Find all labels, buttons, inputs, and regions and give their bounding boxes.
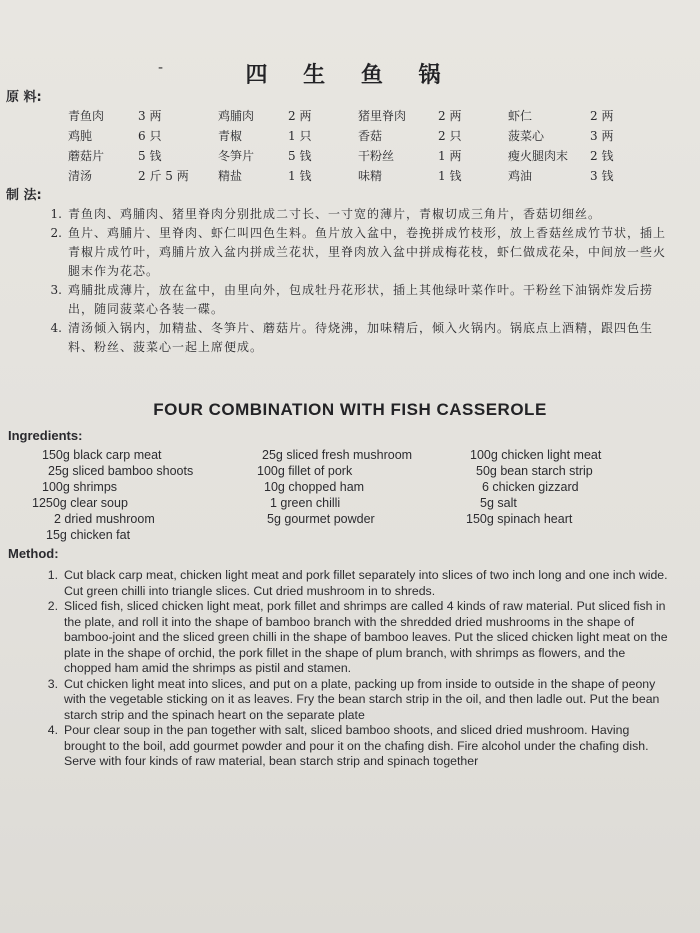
en-ingredient: 25g sliced fresh mushroom bbox=[262, 448, 413, 462]
en-ingredient: 100g chicken light meat bbox=[470, 448, 602, 462]
cn-ingredient-qty: 3 两 bbox=[138, 109, 162, 123]
cn-step-text: 青鱼肉、鸡脯肉、猪里脊肉分别批成二寸长、一寸宽的薄片，青椒切成三角片，香菇切细丝。 bbox=[68, 207, 602, 221]
cn-ingredient-qty: 2 斤 5 两 bbox=[138, 169, 189, 183]
cn-ingredient-name: 青椒 bbox=[218, 129, 243, 143]
cn-ingredient-name: 青鱼肉 bbox=[68, 109, 105, 123]
english-title: FOUR COMBINATION WITH FISH CASSEROLE bbox=[153, 400, 547, 419]
cn-ingredient-qty: 2 两 bbox=[590, 109, 614, 123]
cn-step-text: 清汤倾入锅内，加精盐、冬笋片、蘑菇片。待烧沸，加味精后，倾入火锅内。锅底点上酒精，跟四色生料、粉丝、菠菜心一起上席便成。 bbox=[68, 321, 654, 354]
cn-ingredient-name: 清汤 bbox=[68, 169, 93, 183]
en-ingredient: 100g fillet of pork bbox=[257, 464, 353, 478]
chinese-ingredients-label: 原 料: bbox=[6, 90, 42, 105]
cn-ingredient-qty: 2 钱 bbox=[590, 149, 614, 163]
en-ingredient: 2 dried mushroom bbox=[54, 512, 155, 526]
en-ingredient: 50g bean starch strip bbox=[476, 464, 593, 478]
cn-step bbox=[38, 281, 668, 319]
cn-step-text: 鸡脯批成薄片，放在盆中，由里向外，包成牡丹花形状，插上其他绿叶菜作叶。干粉丝下油锅炸发后捞出，随同菠菜心各装一碟。 bbox=[68, 283, 654, 316]
en-step bbox=[30, 568, 670, 599]
en-step-number: 1. bbox=[47, 568, 58, 582]
en-step bbox=[30, 599, 670, 677]
en-ingredient: 5g salt bbox=[480, 496, 517, 510]
cn-ingredient-qty: 3 钱 bbox=[590, 169, 614, 183]
en-ingredient: 1250g clear soup bbox=[32, 496, 128, 510]
en-ingredient: 15g chicken fat bbox=[46, 528, 131, 542]
cn-ingredient-name: 鸡脯肉 bbox=[218, 109, 255, 123]
en-ingredient: 150g black carp meat bbox=[42, 448, 162, 462]
cn-ingredient-name: 冬笋片 bbox=[218, 149, 255, 163]
cn-ingredient-name: 鸡肫 bbox=[68, 129, 93, 143]
en-ingredient: 6 chicken gizzard bbox=[482, 480, 579, 494]
chinese-ingredients-grid bbox=[68, 106, 668, 186]
cn-step bbox=[38, 205, 668, 224]
english-ingredients-label: Ingredients: bbox=[8, 428, 83, 443]
en-step-number: 4. bbox=[47, 723, 58, 737]
cn-ingredient-name: 猪里脊肉 bbox=[358, 109, 407, 123]
en-ingredient: 100g shrimps bbox=[42, 480, 118, 494]
cn-step bbox=[38, 224, 668, 281]
en-ingredient: 25g sliced bamboo shoots bbox=[48, 464, 194, 478]
english-method-label: Method: bbox=[8, 546, 59, 561]
en-ingredient: 5g gourmet powder bbox=[267, 512, 375, 526]
cn-ingredient-qty: 3 两 bbox=[590, 129, 614, 143]
cn-ingredient-qty: 5 钱 bbox=[288, 149, 312, 163]
en-ingredient: 150g spinach heart bbox=[466, 512, 573, 526]
cn-ingredient-qty: 1 钱 bbox=[438, 169, 462, 183]
cn-ingredient-qty: 2 只 bbox=[438, 129, 462, 143]
cn-ingredient-name: 鸡油 bbox=[508, 169, 533, 183]
cn-step-number: 1. bbox=[50, 207, 62, 221]
cn-ingredient-name: 菠菜心 bbox=[508, 129, 545, 143]
en-step-text: Cut chicken light meat into slices, and put on a plate, packing up from inside to outside in the shape of peony with the vegetable sticking on it as leaves. Fry the bean starch strip in the oil, and then ladle out. Put the bean starch strip and the spinach heart on the separate plate bbox=[64, 676, 660, 722]
english-method-steps bbox=[30, 568, 670, 770]
en-step-text: Pour clear soup in the pan together with salt, sliced bamboo shoots, and sliced dried mushroom. Having brought to the boil, add gourmet powder and pour it on the chafing dish. Fire alcohol under the chafing dish. Serve with four kinds of raw material, bean starch strip and spinach together bbox=[64, 723, 649, 768]
chinese-method-label: 制 法: bbox=[6, 188, 42, 203]
cn-ingredient-qty: 5 钱 bbox=[138, 149, 162, 163]
en-step-text: Cut black carp meat, chicken light meat and pork fillet separately into slices of two inch long and one inch wide. Cut green chilli into triangle slices. Cut dried mushroom in to shreds. bbox=[64, 568, 668, 598]
en-step-text: Sliced fish, sliced chicken light meat, pork fillet and shrimps are called 4 kinds of raw material. Put sliced fish in the plate, and roll it into the shape of bamboo branch with the shredded dried mushrooms in the shape of bamboo-joint and the sliced green chilli in the shape of bamboo leaves. Put the sliced chicken light meat on the plate in the shape of orchid, the pork fillet in the shape of plum branch, with shrimps as flowers, and the chopped ham amid the shrimps as pistil and stamen. bbox=[64, 599, 668, 675]
chinese-title: 四 生 鱼 锅 bbox=[245, 63, 455, 88]
cn-ingredient-name: 香菇 bbox=[358, 129, 383, 143]
cn-ingredient-name: 干粉丝 bbox=[358, 149, 395, 163]
cn-ingredient-name: 味精 bbox=[358, 169, 383, 183]
en-ingredient: 10g chopped ham bbox=[264, 480, 365, 494]
cn-step-text: 鱼片、鸡脯片、里脊肉、虾仁叫四色生料。鱼片放入盆中，卷挽拼成竹枝形，放上香菇丝成竹节状，插上青椒片成竹叶，鸡脯片放入盆内拼成兰花状，里脊肉放入盆中拼成梅花枝，虾仁做成花朵，中间放一些火腿末作为花芯。 bbox=[68, 226, 667, 278]
cn-step-number: 3. bbox=[50, 283, 62, 297]
chinese-method-steps bbox=[38, 205, 668, 357]
cn-ingredient-name: 蘑菇片 bbox=[68, 149, 105, 163]
cn-ingredient-name: 瘦火腿肉末 bbox=[508, 149, 569, 163]
decorative-dash: - bbox=[158, 60, 164, 76]
cn-ingredient-qty: 2 两 bbox=[438, 109, 462, 123]
cn-ingredient-qty: 1 两 bbox=[438, 149, 462, 163]
en-step-number: 2. bbox=[47, 599, 58, 613]
english-ingredients-grid bbox=[20, 448, 680, 548]
cn-step bbox=[38, 319, 668, 357]
en-step bbox=[30, 723, 670, 770]
cn-ingredient-qty: 2 两 bbox=[288, 109, 312, 123]
cn-ingredient-name: 虾仁 bbox=[508, 109, 533, 123]
cn-ingredient-qty: 6 只 bbox=[138, 129, 162, 143]
en-step bbox=[30, 677, 670, 724]
en-ingredient: 1 green chilli bbox=[270, 496, 341, 510]
cn-ingredient-qty: 1 只 bbox=[288, 129, 312, 143]
cn-ingredient-qty: 1 钱 bbox=[288, 169, 312, 183]
cn-step-number: 2. bbox=[50, 226, 62, 240]
cn-ingredient-name: 精盐 bbox=[218, 169, 243, 183]
en-step-number: 3. bbox=[47, 676, 58, 691]
cn-step-number: 4. bbox=[50, 321, 62, 335]
